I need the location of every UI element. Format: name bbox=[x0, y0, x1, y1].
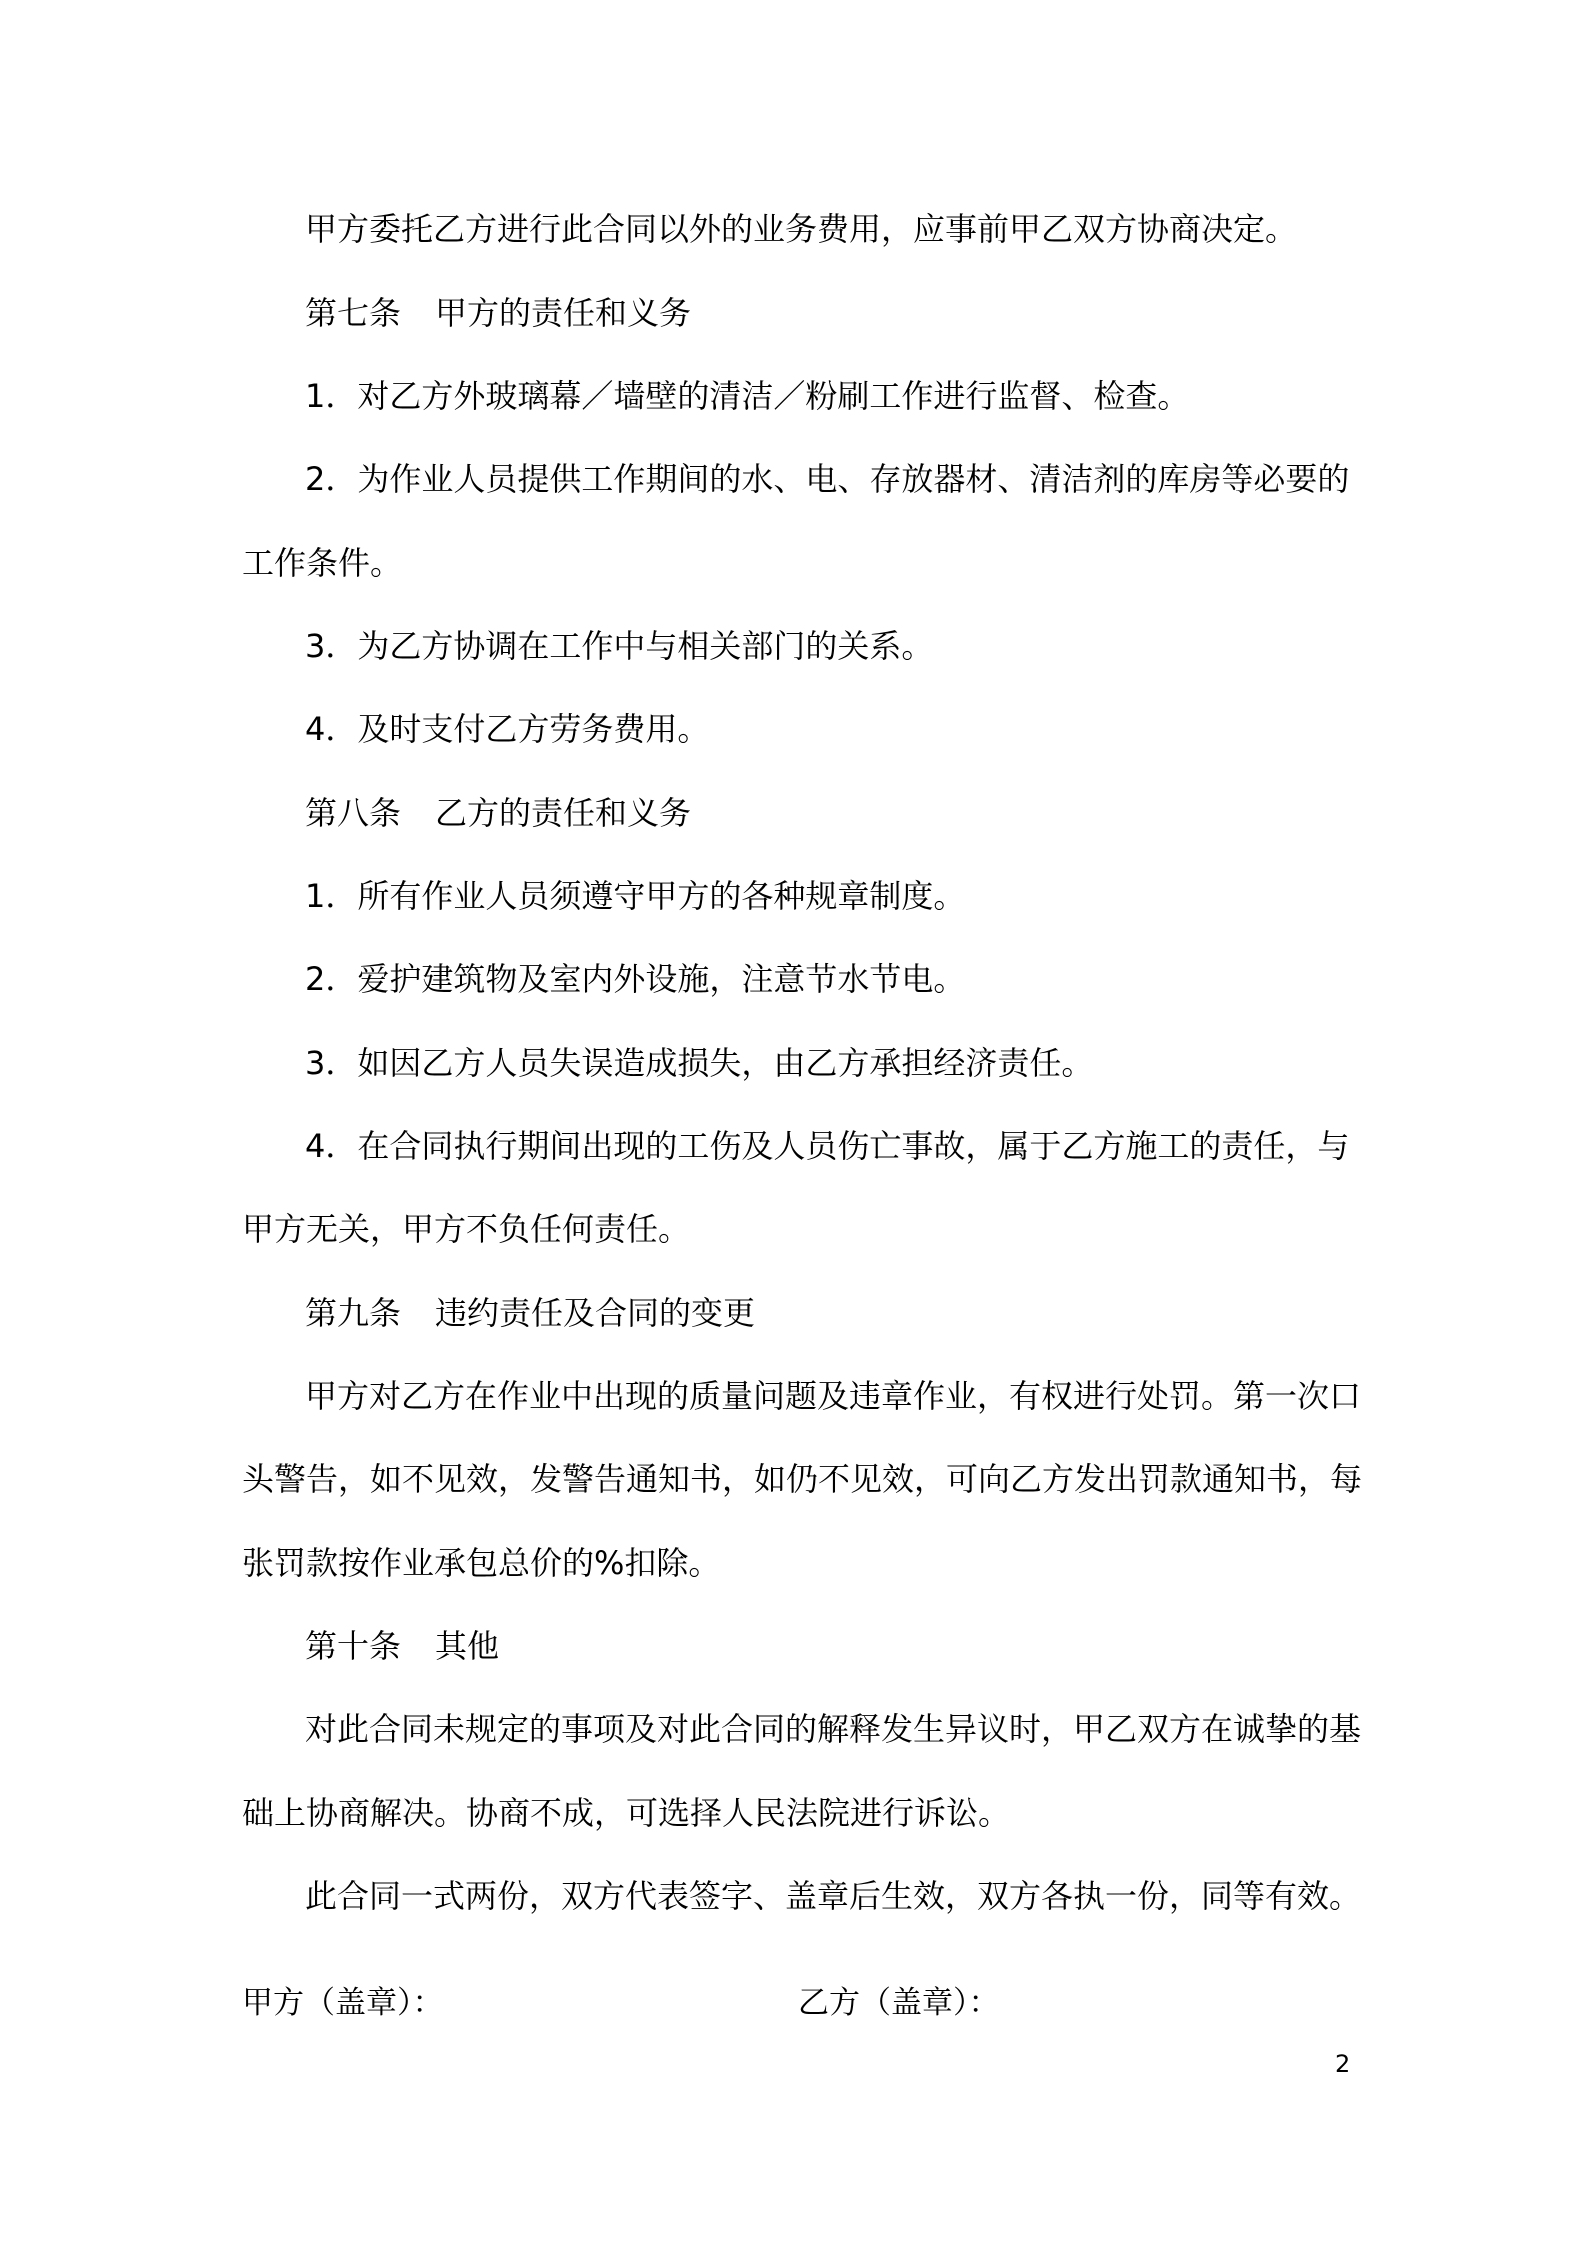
article-ten-heading bbox=[305, 1624, 499, 1668]
party-b-seal-label: 乙方（盖章）： bbox=[798, 1985, 1000, 2021]
paragraph-line: 甲方委托乙方进行此合同以外的业务费用，应事前甲乙双方协商决定。 bbox=[305, 210, 1298, 248]
article-title: 违约责任及合同的变更 bbox=[435, 1294, 756, 1332]
article-title: 甲方的责任和义务 bbox=[435, 294, 692, 332]
article-eight-heading bbox=[305, 791, 691, 835]
paragraph-line: 3．为乙方协调在工作中与相关部门的关系。 bbox=[305, 627, 934, 665]
paragraph-line: 张罚款按作业承包总价的%扣除。 bbox=[242, 1544, 721, 1582]
article-title: 乙方的责任和义务 bbox=[435, 794, 692, 832]
paragraph-line: 础上协商解决。协商不成，可选择人民法院进行诉讼。 bbox=[242, 1794, 1011, 1832]
paragraph-line: 此合同一式两份，双方代表签字、盖章后生效，双方各执一份，同等有效。 bbox=[305, 1877, 1362, 1915]
page-number: 2 bbox=[1335, 2050, 1351, 2078]
article-title: 其他 bbox=[435, 1627, 500, 1665]
paragraph-line: 对此合同未规定的事项及对此合同的解释发生异议时，甲乙双方在诚挚的基 bbox=[305, 1710, 1362, 1748]
article-number: 第七条 bbox=[305, 294, 402, 332]
paragraph-line: 4．在合同执行期间出现的工伤及人员伤亡事故，属于乙方施工的责任，与 bbox=[305, 1127, 1350, 1165]
paragraph-line: 头警告，如不见效，发警告通知书，如仍不见效，可向乙方发出罚款通知书，每 bbox=[242, 1460, 1363, 1498]
article-seven-heading bbox=[305, 291, 691, 335]
article-nine-heading bbox=[305, 1291, 755, 1335]
paragraph-line: 4．及时支付乙方劳务费用。 bbox=[305, 710, 710, 748]
paragraph-line: 2．爱护建筑物及室内外设施，注意节水节电。 bbox=[305, 960, 966, 998]
paragraph-line: 1．对乙方外玻璃幕／墙壁的清洁／粉刷工作进行监督、检查。 bbox=[305, 377, 1190, 415]
article-number: 第九条 bbox=[305, 1294, 402, 1332]
paragraph-line: 2．为作业人员提供工作期间的水、电、存放器材、清洁剂的库房等必要的 bbox=[305, 460, 1350, 498]
article-number: 第十条 bbox=[305, 1627, 402, 1665]
paragraph-line: 1．所有作业人员须遵守甲方的各种规章制度。 bbox=[305, 877, 966, 915]
paragraph-line: 甲方对乙方在作业中出现的质量问题及违章作业，有权进行处罚。第一次口 bbox=[305, 1377, 1362, 1415]
paragraph-line: 甲方无关，甲方不负任何责任。 bbox=[242, 1210, 691, 1248]
paragraph-line: 3．如因乙方人员失误造成损失，由乙方承担经济责任。 bbox=[305, 1044, 1094, 1082]
party-a-seal-label: 甲方（盖章）： bbox=[242, 1985, 444, 2021]
paragraph-line: 工作条件。 bbox=[242, 544, 403, 582]
article-number: 第八条 bbox=[305, 794, 402, 832]
